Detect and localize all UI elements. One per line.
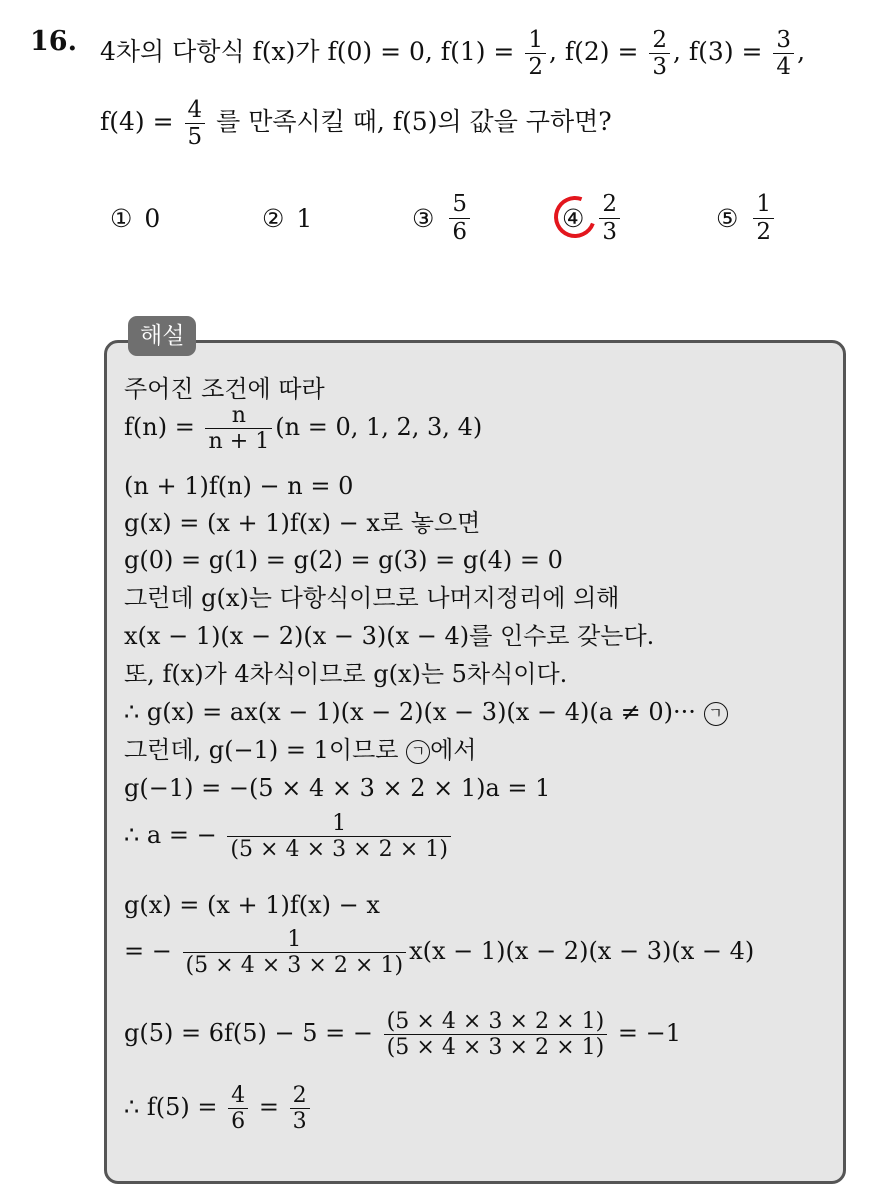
circled-label: ㄱ <box>406 740 430 764</box>
solution-line-16: ∴ f(5) = $\frac{4}{6}$ = $\frac{2}{3}$ <box>124 1084 313 1133</box>
choice-4[interactable]: ④ $\frac{2}{3}$ <box>562 188 623 248</box>
solution-line-15: g(5) = 6f(5) − 5 = − $\frac{(5 \times 4 \times 3 \times 2 \times 1)}{(5 \times 4 \times 3 \times 2 \times 1)}$ = −1 <box>124 1009 682 1061</box>
solution-line-7: x(x − 1)(x − 2)(x − 3)(x − 4)를 인수로 갖는다. <box>124 622 655 650</box>
choice-1[interactable]: ① 0 <box>110 203 161 233</box>
choice-2[interactable]: ② 1 <box>262 203 313 233</box>
solution-line-13: g(x) = (x + 1)f(x) − x <box>124 891 380 919</box>
question-number: 16. <box>30 26 77 57</box>
solution-line-6: 그런데 g(x)는 다항식이므로 나머지정리에 의해 <box>124 584 620 612</box>
solution-line-1: 주어진 조건에 따라 <box>124 375 325 403</box>
solution-line-3: (n + 1)f(n) − n = 0 <box>124 472 354 500</box>
fraction-f4: $\frac{4}{5}$ <box>185 98 206 149</box>
solution-line-11: g(−1) = −(5 × 4 × 3 × 2 × 1)a = 1 <box>124 774 551 802</box>
choice-5[interactable]: ⑤ $\frac{1}{2}$ <box>716 188 777 248</box>
choice-3[interactable]: ③ $\frac{5}{6}$ <box>412 188 473 248</box>
solution-line-12: ∴ a = − $\frac{1}{(5 \times 4 \times 3 \times 2 \times 1)}$ <box>124 812 454 861</box>
solution-line-10: 그런데, g(−1) = 1이므로 ㄱ 에서 <box>124 736 477 764</box>
solution-line-5: g(0) = g(1) = g(2) = g(3) = g(4) = 0 <box>124 546 563 574</box>
question-line-2: f(4) = $\frac{4}{5}$ 를 만족시킬 때, f(5)의 값을 구하면? <box>100 97 612 151</box>
question-line-1: 4차의 다항식 f(x)가 f(0) = 0, f(1) = $\frac{1}{2}$ , f(2) = $\frac{2}{3}$ , f(3) = $\frac{3}{4}$ , <box>100 27 806 81</box>
selected-answer-mark: ④ <box>562 204 584 233</box>
red-circle-mark <box>547 189 603 245</box>
fraction-f3: $\frac{3}{4}$ <box>773 28 794 79</box>
solution-line-14: = − $\frac{1}{(5 \times 4 \times 3 \times 2 \times 1)}$ x(x − 1)(x − 2)(x − 3)(x − 4) <box>124 927 755 979</box>
fraction-f1: $\frac{1}{2}$ <box>525 28 546 79</box>
fraction-f2: $\frac{2}{3}$ <box>649 28 670 79</box>
solution-line-4: g(x) = (x + 1)f(x) − x로 놓으면 <box>124 509 481 537</box>
question-text: 4차의 다항식 f(x)가 f(0) = 0, f(1) = <box>100 37 515 67</box>
circled-label: ㄱ <box>704 702 728 726</box>
solution-line-8: 또, f(x)가 4차식이므로 g(x)는 5차식이다. <box>124 660 568 688</box>
solution-tag: 해설 <box>128 316 196 356</box>
solution-line-2: f(n) = $\frac{n}{n + 1}$ (n = 0, 1, 2, 3, 4) <box>124 403 483 455</box>
solution-line-9: ∴ g(x) = ax(x − 1)(x − 2)(x − 3)(x − 4)(a ≠ 0)··· ㄱ <box>124 697 728 727</box>
